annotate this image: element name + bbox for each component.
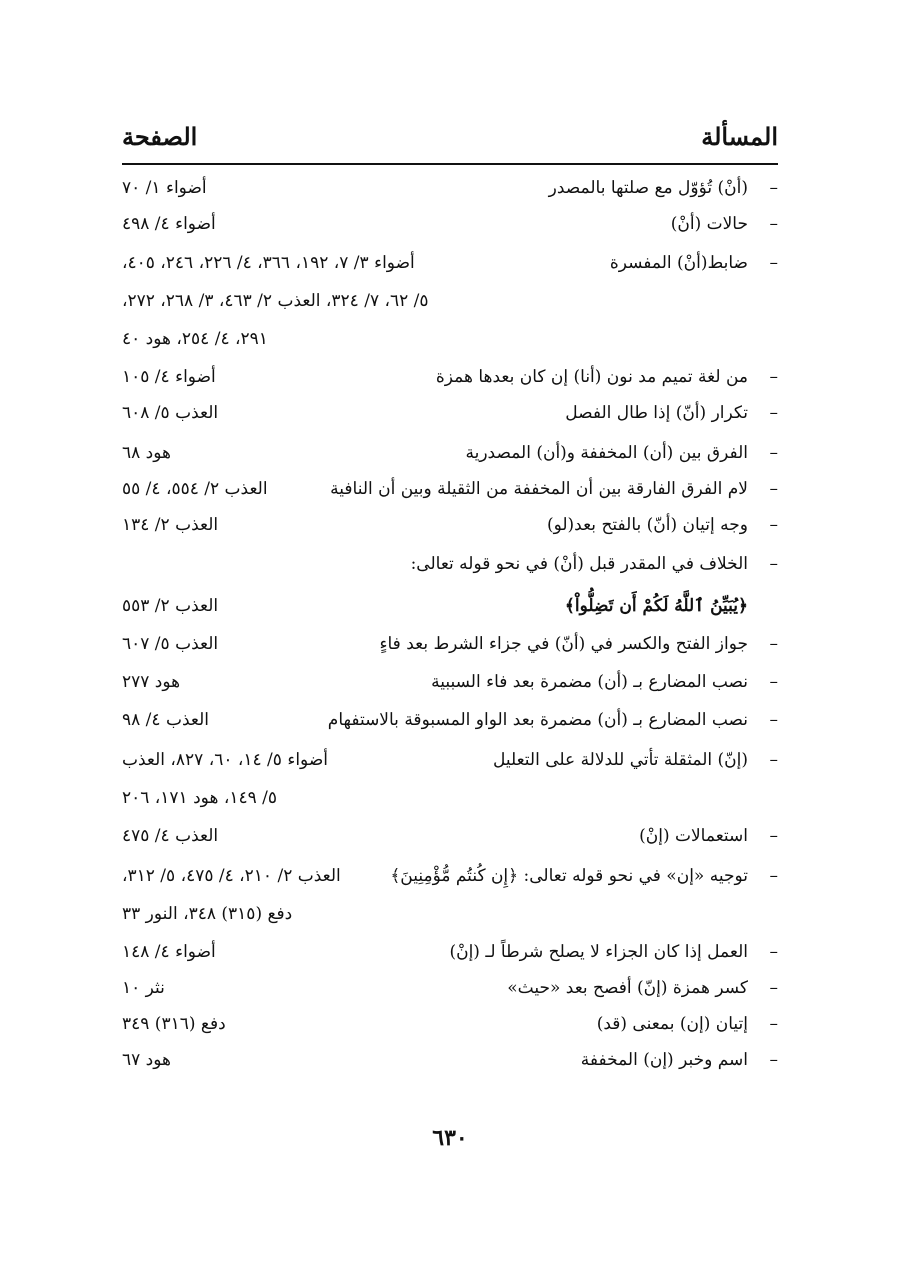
- entry-page-ref: العذب ٥/ ٦٠٧: [122, 634, 219, 654]
- index-entry: [122, 471, 778, 507]
- index-entry: [122, 742, 778, 778]
- entry-topic: (أنْ) تُؤوّل مع صلتها بالمصدر: [548, 178, 748, 198]
- entry-dash: –: [769, 866, 778, 886]
- entry-page-ref-continued: ٥/ ١٤٩، هود ١٧١، ٢٠٦: [122, 788, 278, 808]
- entry-page-ref: العذب ٤/ ٤٧٥: [122, 826, 219, 846]
- index-entry: [122, 818, 778, 854]
- index-entry: [122, 206, 778, 242]
- entry-dash: –: [769, 479, 778, 499]
- entry-dash: –: [769, 826, 778, 846]
- entry-page-ref: نثر ١٠: [122, 978, 165, 998]
- entry-page-ref: العذب ٢/ ١٣٤: [122, 515, 219, 535]
- page-header: [122, 122, 778, 162]
- index-entry: [122, 507, 778, 543]
- index-entry: [122, 970, 778, 1006]
- entry-topic: إتيان (إن) بمعنى (قد): [596, 1014, 748, 1034]
- entry-topic: وجه إتيان (أنّ) بالفتح بعد(لو): [546, 515, 748, 535]
- entry-dash: –: [769, 942, 778, 962]
- entry-page-ref: العذب ٢/ ٥٥٤، ٤/ ٥٥: [122, 479, 268, 499]
- index-entry: [122, 626, 778, 662]
- entry-topic: من لغة تميم مد نون (أنا) إن كان بعدها همزة: [435, 367, 748, 387]
- entry-dash: –: [769, 750, 778, 770]
- index-entry: [122, 395, 778, 431]
- entry-dash: –: [769, 710, 778, 730]
- entry-topic: الفرق بين (أن) المخففة و(أن) المصدرية: [465, 443, 748, 463]
- entry-topic: العمل إذا كان الجزاء لا يصلح شرطاً لـ (إنْ): [449, 942, 748, 962]
- entry-topic: ضابط(أنْ) المفسرة: [609, 253, 748, 273]
- index-entry: [122, 1042, 778, 1078]
- index-entry: [122, 702, 778, 738]
- index-entry: [122, 170, 778, 206]
- page-column-header: الصفحة: [122, 122, 198, 151]
- entry-topic: لام الفرق الفارقة بين أن المخففة من الثقيلة وبين أن النافية: [330, 479, 748, 499]
- entry-page-ref: العذب ٤/ ٩٨: [122, 710, 209, 730]
- entry-page-ref-continued: ٢٩١، ٤/ ٢٥٤، هود ٤٠: [122, 329, 268, 349]
- index-entry: [122, 1006, 778, 1042]
- index-entry: [122, 245, 778, 281]
- entry-verse: ﴿يُبَيِّنُ ٱللَّهُ لَكُمْ أَن تَضِلُّواْ﴾: [564, 596, 748, 616]
- entry-topic: اسم وخبر (إن) المخففة: [580, 1050, 748, 1070]
- entry-page-ref: أضواء ١/ ٧٠: [122, 178, 207, 198]
- entry-page-ref: أضواء ٤/ ٤٩٨: [122, 214, 216, 234]
- entry-page-ref: العذب ٢/ ٥٥٣: [122, 596, 219, 616]
- index-entry: [122, 588, 778, 624]
- entry-page-ref: أضواء ٤/ ١٤٨: [122, 942, 216, 962]
- entry-topic: نصب المضارع بـ (أن) مضمرة بعد فاء السببية: [431, 672, 748, 692]
- index-entry: [122, 321, 778, 357]
- header-rule: [122, 163, 778, 165]
- entry-page-ref: العذب ٢/ ٢١٠، ٤/ ٤٧٥، ٥/ ٣١٢،: [122, 866, 341, 886]
- entry-page-ref-continued: دفع (٣١٥) ٣٤٨، النور ٣٣: [122, 904, 293, 924]
- index-entry: [122, 359, 778, 395]
- entry-page-ref: العذب ٥/ ٦٠٨: [122, 403, 219, 423]
- topic-column-header: المسألة: [701, 122, 778, 151]
- entry-page-ref: أضواء ٤/ ١٠٥: [122, 367, 216, 387]
- entry-topic: جواز الفتح والكسر في (أنّ) في جزاء الشرط بعد فاءٍ: [379, 634, 748, 654]
- entry-dash: –: [769, 1014, 778, 1034]
- index-entry: [122, 896, 778, 932]
- entry-topic: نصب المضارع بـ (أن) مضمرة بعد الواو المسبوقة بالاستفهام: [327, 710, 748, 730]
- index-entry: [122, 858, 778, 894]
- entry-page-ref: أضواء ٣/ ٧، ١٩٢، ٣٦٦، ٤/ ٢٢٦، ٢٤٦، ٤٠٥،: [122, 253, 415, 273]
- index-entry: [122, 780, 778, 816]
- entry-topic: توجيه «إن» في نحو قوله تعالى: ﴿إِن كُنتُم مُّؤْمِنِينَ﴾: [390, 866, 748, 886]
- entry-topic: (إنّ) المثقلة تأتي للدلالة على التعليل: [492, 750, 748, 770]
- entry-dash: –: [769, 214, 778, 234]
- entry-topic: تكرار (أنّ) إذا طال الفصل: [565, 403, 748, 423]
- entry-dash: –: [769, 634, 778, 654]
- page-number: ٦٣٠: [432, 1125, 468, 1151]
- entry-dash: –: [769, 403, 778, 423]
- entry-page-ref: هود ٢٧٧: [122, 672, 181, 692]
- entry-topic: استعمالات (إنْ): [639, 826, 748, 846]
- entry-page-ref: دفع (٣١٦) ٣٤٩: [122, 1014, 226, 1034]
- entry-page-ref-continued: ٥/ ٦٢، ٧/ ٣٢٤، العذب ٢/ ٤٦٣، ٣/ ٢٦٨، ٢٧٢،: [122, 291, 429, 311]
- entry-dash: –: [769, 367, 778, 387]
- entry-page-ref: هود ٦٨: [122, 443, 171, 463]
- entry-topic: كسر همزة (إنّ) أفصح بعد «حيث»: [507, 978, 748, 998]
- entry-dash: –: [769, 443, 778, 463]
- entry-dash: –: [769, 554, 778, 574]
- entry-dash: –: [769, 1050, 778, 1070]
- entry-dash: –: [769, 253, 778, 273]
- index-entry: [122, 283, 778, 319]
- entry-dash: –: [769, 515, 778, 535]
- index-entry: [122, 546, 778, 582]
- entry-page-ref: هود ٦٧: [122, 1050, 171, 1070]
- entry-dash: –: [769, 978, 778, 998]
- index-entry: [122, 435, 778, 471]
- index-entry: [122, 934, 778, 970]
- entry-page-ref: أضواء ٥/ ١٤، ٦٠، ٨٢٧، العذب: [122, 750, 328, 770]
- entry-dash: –: [769, 672, 778, 692]
- index-entry: [122, 664, 778, 700]
- entry-topic: الخلاف في المقدر قبل (أنْ) في نحو قوله تعالى:: [410, 554, 748, 574]
- entry-topic: حالات (أنْ): [670, 214, 748, 234]
- entry-dash: –: [769, 178, 778, 198]
